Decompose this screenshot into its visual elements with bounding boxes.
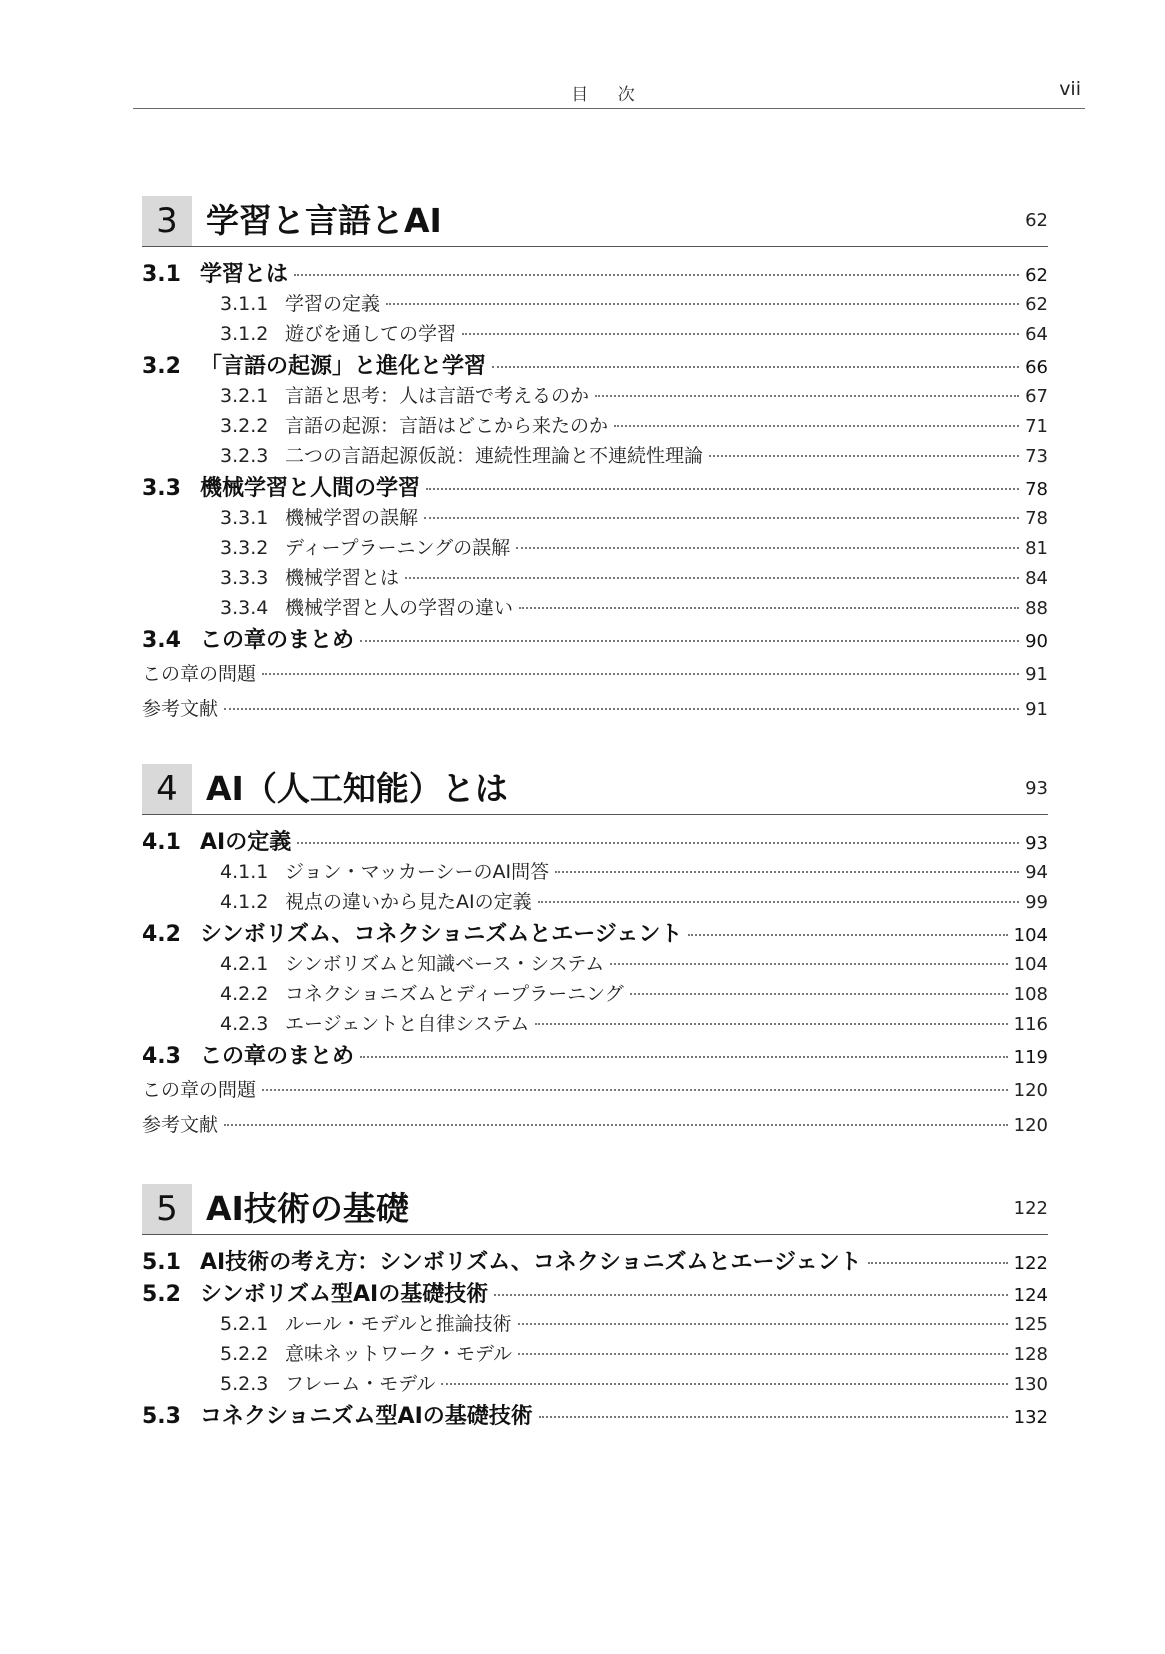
entry-title: 言語と思考：人は言語で考えるのか (285, 385, 590, 407)
entry-page: 99 (1025, 892, 1048, 913)
chapter-heading[interactable] (142, 1184, 1048, 1235)
chapter-page: 122 (1013, 1198, 1048, 1219)
toc-subsection[interactable] (142, 887, 1048, 917)
entry-title: 意味ネットワーク・モデル (285, 1343, 513, 1365)
entry-page: 71 (1025, 416, 1048, 437)
entry-title: ディープラーニングの誤解 (285, 537, 511, 559)
chapter-5 (142, 1184, 1048, 1431)
toc-section[interactable] (142, 1245, 1048, 1277)
entry-page: 94 (1025, 862, 1048, 883)
entry-number: 4.1.2 (220, 891, 269, 913)
toc-section[interactable] (142, 825, 1048, 857)
entry-page: 108 (1013, 984, 1048, 1005)
toc-subsection[interactable] (142, 593, 1048, 623)
toc-subsection[interactable] (142, 411, 1048, 441)
entry-number: 5.2.1 (220, 1313, 269, 1335)
entry-page: 78 (1025, 508, 1048, 529)
entry-number: 4.3 (142, 1044, 181, 1069)
leader-dots (441, 1383, 1007, 1385)
leader-dots (386, 303, 1019, 305)
entry-page: 130 (1013, 1374, 1048, 1395)
entry-title: フレーム・モデル (285, 1373, 436, 1395)
chapter-heading[interactable] (142, 196, 1048, 247)
entry-number: 3.4 (142, 628, 181, 653)
leader-dots (610, 963, 1007, 965)
entry-number: 3.1 (142, 262, 181, 287)
entry-number: 4.2.3 (220, 1013, 269, 1035)
leader-dots (555, 871, 1019, 873)
toc-section[interactable] (142, 1039, 1048, 1071)
entry-number: 4.2.2 (220, 983, 269, 1005)
entry-page: 128 (1013, 1344, 1048, 1365)
leader-dots (360, 640, 1019, 642)
chapter-page: 93 (1025, 778, 1048, 799)
entry-title: この章の問題 (142, 663, 257, 685)
leader-dots (535, 1023, 1007, 1025)
entry-title: この章のまとめ (200, 1044, 355, 1069)
running-head-title: 目 次 (571, 85, 647, 105)
entry-title: 機械学習の誤解 (285, 507, 419, 529)
entry-title: 「言語の起源」と進化と学習 (200, 354, 487, 379)
entry-number: 3.2.1 (220, 385, 269, 407)
entry-number: 5.2.3 (220, 1373, 269, 1395)
toc-subsection[interactable] (142, 381, 1048, 411)
entry-number: 3.3.1 (220, 507, 269, 529)
leader-dots (519, 607, 1019, 609)
leader-dots (709, 455, 1019, 457)
leader-dots (688, 934, 1007, 936)
leader-dots (462, 333, 1019, 335)
toc-section[interactable] (142, 623, 1048, 655)
entry-title: コネクショニズム型AIの基礎技術 (200, 1404, 533, 1429)
entry-number: 5.1 (142, 1250, 181, 1275)
toc-section[interactable] (142, 1277, 1048, 1309)
entry-number: 4.2.1 (220, 953, 269, 975)
toc-subsection[interactable] (142, 949, 1048, 979)
leader-dots (492, 366, 1019, 368)
leader-dots (297, 842, 1019, 844)
toc-entries (142, 1245, 1048, 1431)
entry-number: 3.1.2 (220, 323, 269, 345)
entry-number: 4.1.1 (220, 861, 269, 883)
leader-dots (405, 577, 1019, 579)
toc-subsection[interactable] (142, 319, 1048, 349)
entry-title: シンボリズム、コネクショニズムとエージェント (200, 922, 683, 947)
entry-page: 78 (1025, 479, 1048, 500)
running-head-page-number: vii (1059, 78, 1081, 100)
leader-dots (262, 1089, 1008, 1091)
toc-subsection[interactable] (142, 1339, 1048, 1369)
entry-page: 84 (1025, 568, 1048, 589)
entry-page: 122 (1013, 1253, 1048, 1274)
entry-number: 3.1.1 (220, 293, 269, 315)
entry-title: シンボリズム型AIの基礎技術 (200, 1282, 489, 1307)
entry-page: 88 (1025, 598, 1048, 619)
entry-title: 学習とは (200, 262, 289, 287)
toc-section[interactable] (142, 349, 1048, 381)
leader-dots (539, 1416, 1008, 1418)
leader-dots (538, 901, 1019, 903)
toc-subsection[interactable] (142, 1369, 1048, 1399)
entry-number: 3.2.2 (220, 415, 269, 437)
leader-dots (630, 993, 1008, 995)
toc-subsection[interactable] (142, 1309, 1048, 1339)
entry-title: 学習の定義 (285, 293, 381, 315)
entry-page: 67 (1025, 386, 1048, 407)
chapter-page: 62 (1025, 210, 1048, 231)
toc-subsection[interactable] (142, 979, 1048, 1009)
entry-page: 62 (1025, 294, 1048, 315)
toc-misc-entry[interactable] (142, 1110, 1048, 1145)
entry-title: この章の問題 (142, 1079, 257, 1101)
entry-title: この章のまとめ (200, 628, 355, 653)
entry-page: 119 (1013, 1047, 1048, 1068)
entry-page: 73 (1025, 446, 1048, 467)
entry-number: 4.1 (142, 830, 181, 855)
toc-section[interactable] (142, 471, 1048, 503)
entry-number: 3.3.3 (220, 567, 269, 589)
leader-dots (426, 488, 1019, 490)
toc-misc-entry[interactable] (142, 1075, 1048, 1110)
chapter-number: 3 (142, 196, 192, 246)
toc-subsection[interactable] (142, 563, 1048, 593)
running-head (133, 72, 1085, 109)
chapter-heading[interactable] (142, 764, 1048, 815)
toc-misc-entry[interactable] (142, 694, 1048, 729)
entry-number: 5.3 (142, 1404, 181, 1429)
leader-dots (595, 395, 1019, 397)
entry-number: 3.2 (142, 354, 181, 379)
entry-title: エージェントと自律システム (285, 1013, 530, 1035)
toc-subsection[interactable] (142, 441, 1048, 471)
toc-subsection[interactable] (142, 1009, 1048, 1039)
entry-page: 91 (1025, 664, 1048, 685)
toc-section[interactable] (142, 257, 1048, 289)
entry-number: 3.3.2 (220, 537, 269, 559)
leader-dots (494, 1294, 1007, 1296)
entry-number: 5.2 (142, 1282, 181, 1307)
entry-page: 120 (1013, 1080, 1048, 1101)
toc-entries (142, 257, 1048, 729)
chapter-4 (142, 764, 1048, 1145)
chapter-number: 5 (142, 1184, 192, 1234)
entry-page: 81 (1025, 538, 1048, 559)
leader-dots (518, 1323, 1008, 1325)
leader-dots (518, 1353, 1008, 1355)
entry-title: AIの定義 (200, 830, 292, 855)
entry-page: 91 (1025, 699, 1048, 720)
leader-dots (424, 517, 1019, 519)
leader-dots (360, 1056, 1008, 1058)
chapter-number: 4 (142, 764, 192, 814)
toc-entries (142, 825, 1048, 1145)
entry-title: AI技術の考え方：シンボリズム、コネクショニズムとエージェント (200, 1250, 862, 1275)
entry-title: 二つの言語起源仮説：連続性理論と不連続性理論 (285, 445, 704, 467)
entry-number: 3.3.4 (220, 597, 269, 619)
entry-title: 機械学習とは (285, 567, 400, 589)
toc-misc-entry[interactable] (142, 659, 1048, 694)
leader-dots (516, 547, 1019, 549)
entry-title: シンボリズムと知識ベース・システム (285, 953, 605, 975)
chapter-title: AI技術の基礎 (206, 1189, 409, 1228)
chapter-title: AI（人工知能）とは (206, 769, 508, 808)
entry-title: 機械学習と人間の学習 (200, 476, 421, 501)
entry-page: 120 (1013, 1115, 1048, 1136)
entry-number: 3.3 (142, 476, 181, 501)
entry-title: 言語の起源：言語はどこから来たのか (285, 415, 609, 437)
leader-dots (294, 274, 1019, 276)
toc-subsection[interactable] (142, 503, 1048, 533)
entry-page: 90 (1025, 631, 1048, 652)
entry-title: 参考文献 (142, 1114, 219, 1136)
leader-dots (868, 1262, 1008, 1264)
entry-page: 93 (1025, 833, 1048, 854)
entry-page: 66 (1025, 357, 1048, 378)
entry-page: 104 (1013, 954, 1048, 975)
toc-subsection[interactable] (142, 289, 1048, 319)
entry-title: 視点の違いから見たAIの定義 (285, 891, 532, 913)
entry-title: ルール・モデルと推論技術 (285, 1313, 512, 1335)
entry-page: 64 (1025, 324, 1048, 345)
entry-page: 104 (1013, 925, 1048, 946)
entry-page: 62 (1025, 265, 1048, 286)
entry-number: 4.2 (142, 922, 181, 947)
leader-dots (614, 425, 1019, 427)
entry-title: 機械学習と人の学習の違い (285, 597, 514, 619)
toc-section[interactable] (142, 917, 1048, 949)
toc-subsection[interactable] (142, 533, 1048, 563)
entry-page: 132 (1013, 1407, 1048, 1428)
leader-dots (224, 708, 1019, 710)
chapter-title: 学習と言語とAI (206, 201, 442, 240)
leader-dots (262, 673, 1019, 675)
entry-page: 116 (1013, 1014, 1048, 1035)
toc-subsection[interactable] (142, 857, 1048, 887)
entry-title: 遊びを通しての学習 (285, 323, 457, 345)
entry-page: 125 (1013, 1314, 1048, 1335)
entry-title: コネクショニズムとディープラーニング (285, 983, 624, 1005)
entry-number: 5.2.2 (220, 1343, 269, 1365)
entry-number: 3.2.3 (220, 445, 269, 467)
chapter-3 (142, 196, 1048, 729)
entry-title: ジョン・マッカーシーのAI問答 (285, 861, 550, 883)
leader-dots (224, 1124, 1008, 1126)
entry-title: 参考文献 (142, 698, 219, 720)
toc-section[interactable] (142, 1399, 1048, 1431)
entry-page: 124 (1013, 1285, 1048, 1306)
